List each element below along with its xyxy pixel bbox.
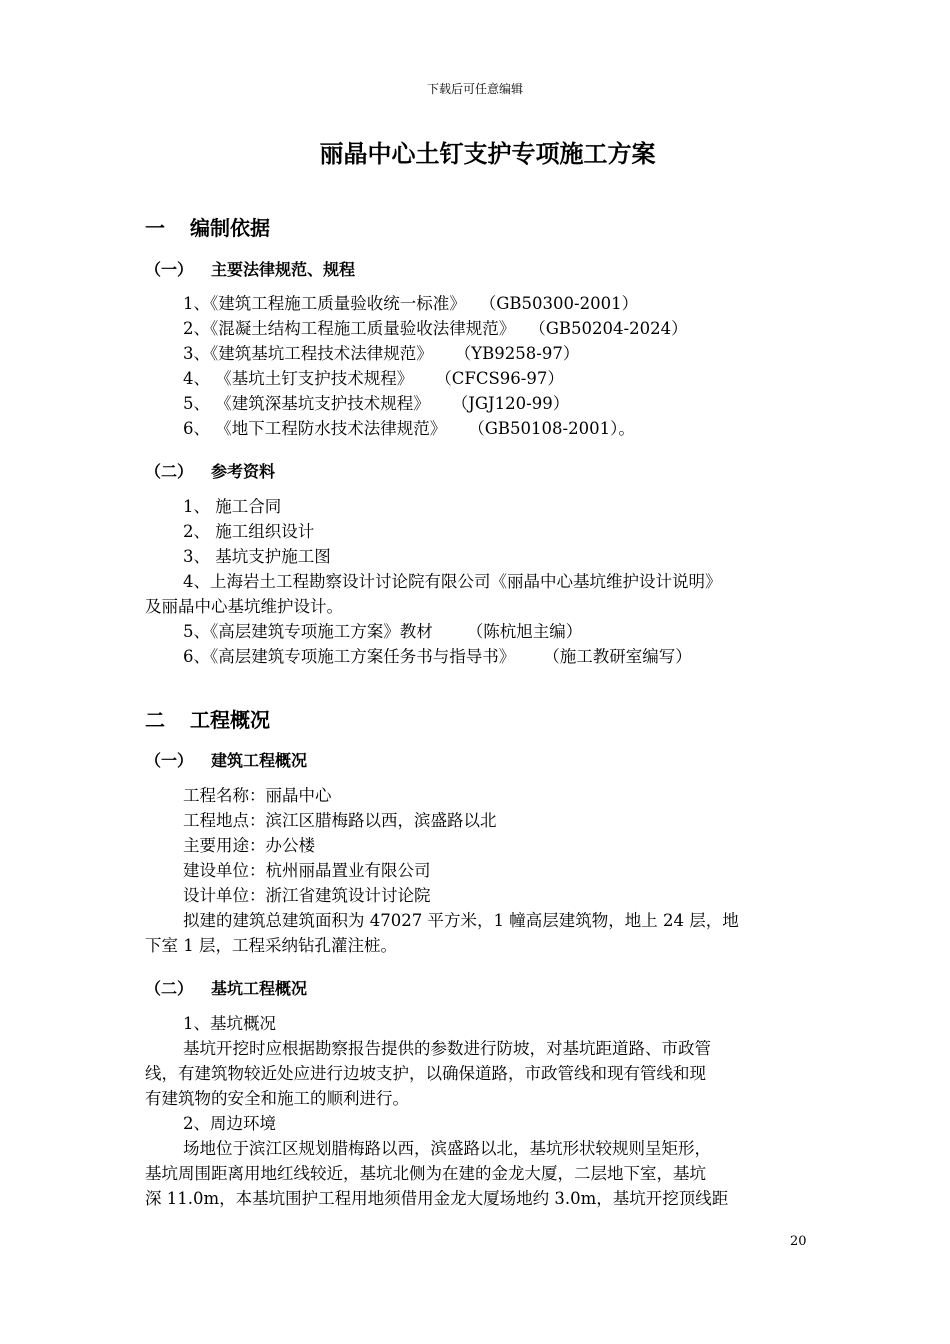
section-heading bbox=[145, 212, 270, 241]
list-item: 3、 基坑支护施工图 bbox=[183, 547, 331, 566]
standard-name: 5、 《建筑深基坑支护技术规程》 bbox=[183, 394, 430, 413]
standard-name: 6、 《地下工程防水技术法律规范》 bbox=[183, 419, 447, 438]
subsection-number: （一） bbox=[145, 751, 194, 770]
standard-code: （GB50108-2001）。 bbox=[468, 419, 635, 438]
paragraph-line: 2、周边环境 bbox=[183, 1114, 276, 1133]
subsection-heading bbox=[145, 257, 355, 280]
reference-name: 5、《高层建筑专项施工方案》教材 bbox=[183, 622, 433, 641]
subsection-number: （一） bbox=[145, 260, 194, 279]
list-item bbox=[183, 390, 569, 414]
paragraph-line: 有建筑物的安全和施工的顺利进行。 bbox=[145, 1089, 409, 1108]
paragraph-line: 拟建的建筑总建筑面积为 47027 平方米，1 幢高层建筑物，地上 24 层，地 bbox=[183, 911, 739, 930]
subsection-title: 主要法律规范、规程 bbox=[211, 260, 356, 279]
list-item: 4、上海岩土工程勘察设计讨论院有限公司《丽晶中心基坑维护设计说明》 bbox=[183, 572, 722, 591]
list-item bbox=[183, 290, 638, 314]
standard-code: （JGJ120-99） bbox=[451, 394, 570, 413]
list-item bbox=[183, 643, 692, 667]
subsection-number: （二） bbox=[145, 462, 194, 481]
list-item bbox=[183, 415, 635, 439]
paragraph-line: 建设单位：杭州丽晶置业有限公司 bbox=[183, 861, 431, 880]
list-item: 1、 施工合同 bbox=[183, 497, 282, 516]
subsection-title: 基坑工程概况 bbox=[211, 979, 308, 998]
standard-code: （YB9258-97） bbox=[454, 344, 580, 363]
subsection-title: 建筑工程概况 bbox=[211, 751, 308, 770]
paragraph-line: 基坑周围距离用地红线较近，基坑北侧为在建的金龙大厦，二层地下室，基坑 bbox=[145, 1164, 706, 1183]
list-item bbox=[183, 315, 688, 339]
section-title: 工程概况 bbox=[190, 708, 270, 732]
subsection-heading bbox=[145, 459, 275, 482]
standard-name: 1、《建筑工程施工质量验收统一标准》 bbox=[183, 294, 466, 313]
paragraph-line: 下室 1 层，工程采纳钻孔灌注桩。 bbox=[145, 936, 397, 955]
paragraph-line: 线，有建筑物较近处应进行边坡支护，以确保道路，市政管线和现有管线和现 bbox=[145, 1064, 706, 1083]
reference-name: 6、《高层建筑专项施工方案任务书与指导书》 bbox=[183, 647, 516, 666]
paragraph-line: 深 11.0m，本基坑围护工程用地须借用金龙大厦场地约 3.0m，基坑开挖顶线距 bbox=[145, 1189, 729, 1208]
reference-note: （陈杭旭主编） bbox=[466, 622, 583, 641]
section-heading bbox=[145, 704, 270, 733]
document-title: 丽晶中心土钉支护专项施工方案 bbox=[319, 140, 656, 168]
list-item bbox=[183, 365, 564, 389]
paragraph-line: 工程地点：滨江区腊梅路以西，滨盛路以北 bbox=[183, 811, 497, 830]
list-item-continuation: 及丽晶中心基坑维护设计。 bbox=[145, 597, 343, 616]
page-number: 20 bbox=[790, 1234, 807, 1249]
standard-name: 2、《混凝土结构工程施工质量验收法律规范》 bbox=[183, 319, 516, 338]
standard-name: 3、《建筑基坑工程技术法律规范》 bbox=[183, 344, 433, 363]
list-item: 2、 施工组织设计 bbox=[183, 522, 315, 541]
paragraph-line: 场地位于滨江区规划腊梅路以西，滨盛路以北，基坑形状较规则呈矩形， bbox=[183, 1139, 711, 1158]
paragraph-line: 主要用途：办公楼 bbox=[183, 836, 315, 855]
standard-name: 4、 《基坑土钉支护技术规程》 bbox=[183, 369, 414, 388]
section-number: 一 bbox=[145, 216, 165, 240]
paragraph-line: 1、基坑概况 bbox=[183, 1014, 276, 1033]
standard-code: （CFCS96-97） bbox=[435, 369, 564, 388]
page-header: 下载后可任意编辑 bbox=[426, 82, 523, 96]
section-number: 二 bbox=[145, 708, 165, 732]
paragraph-line: 基坑开挖时应根据勘察报告提供的参数进行防坡，对基坑距道路、市政管 bbox=[183, 1039, 711, 1058]
subsection-title: 参考资料 bbox=[211, 462, 276, 481]
standard-code: （GB50300-2001） bbox=[479, 294, 639, 313]
subsection-number: （二） bbox=[145, 979, 194, 998]
paragraph-line: 设计单位：浙江省建筑设计讨论院 bbox=[183, 886, 431, 905]
list-item bbox=[183, 618, 582, 642]
reference-note: （施工教研室编写） bbox=[543, 647, 692, 666]
section-title: 编制依据 bbox=[190, 216, 270, 240]
standard-code: （GB50204-2024） bbox=[529, 319, 688, 338]
paragraph-line: 工程名称：丽晶中心 bbox=[183, 786, 332, 805]
list-item bbox=[183, 340, 579, 364]
subsection-heading bbox=[145, 748, 307, 771]
subsection-heading bbox=[145, 976, 307, 999]
